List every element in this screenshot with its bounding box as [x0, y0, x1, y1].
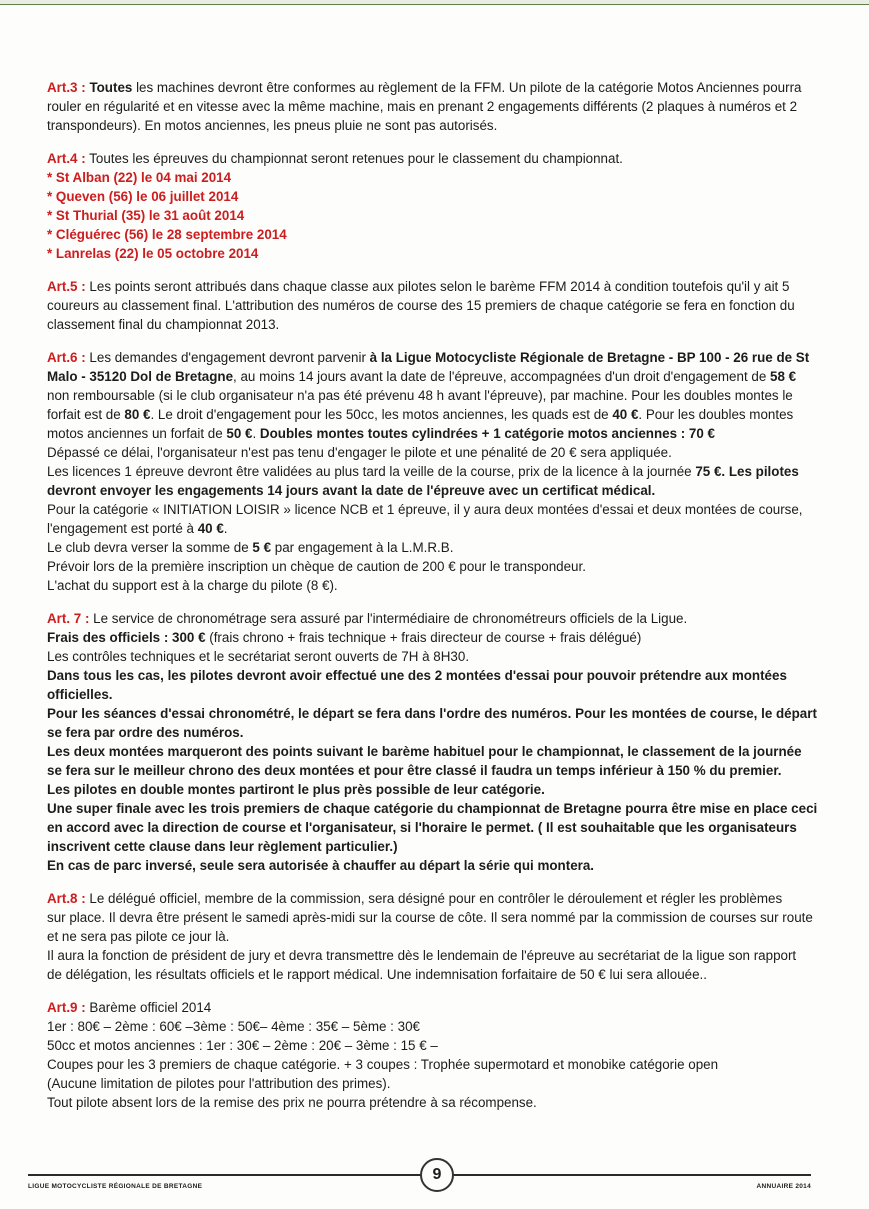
art8-line-5: de délégation, les résultats officiels et le rapport médical. Une indemnisation forfaitaire de 50 € lui sera allouée..	[47, 967, 707, 982]
art3-line-2: rouler en régularité et en vitesse avec la même machine, mais en prenant 2 engagements différents (2 plaques à numéros et 2	[47, 99, 798, 114]
page-footer	[28, 1158, 811, 1198]
art6-fee-5: 5 €	[252, 540, 272, 555]
art6-fee-50: 50 €	[226, 426, 253, 441]
art5-line-2: coureurs au classement final. L'attribution des numéros de course des 15 premiers de chaque catégorie se fera en fonction du	[47, 298, 795, 313]
art6-address-2: Malo - 35120 Dol de Bretagne	[47, 369, 234, 384]
art5-line-1	[47, 277, 817, 296]
article-7	[47, 609, 817, 875]
art9-label: Art.9 :	[47, 1000, 86, 1015]
footer-annuaire: ANNUAIRE 2014	[756, 1183, 811, 1190]
art9-line-5: Tout pilote absent lors de la remise des prix ne pourra prétendre à sa récompense.	[47, 1095, 537, 1110]
article-6	[47, 348, 817, 595]
art6-fee-initiation: 40 €	[197, 521, 224, 536]
top-edge-line	[0, 4, 869, 5]
art7-line-1	[47, 609, 817, 628]
art9-line-2: 50cc et motos anciennes : 1er : 30€ – 2ème : 20€ – 3ème : 15 € –	[47, 1038, 438, 1053]
art7-bold-9: en accord avec la direction de course et l'organisateur, si l'horaire le permet. ( Il est souhaitable que les organisateurs	[47, 820, 797, 835]
art6-certificat: devront envoyer les engagements 14 jours avant la date de l'épreuve avec un certificat médical.	[47, 483, 656, 498]
art6-line-1	[47, 348, 817, 367]
art6-line-8	[47, 481, 817, 500]
art5-label: Art.5 :	[47, 279, 86, 294]
art6-l4a: forfait est de	[47, 407, 125, 422]
art6-address-1: à la Ligue Motocycliste Régionale de Bretagne - BP 100 - 26 rue de St	[369, 350, 810, 365]
art6-line-13: L'achat du support est à la charge du pilote (8 €).	[47, 578, 338, 593]
art7-bold-11: En cas de parc inversé, seule sera autorisée à chauffer au départ la série qui montera.	[47, 858, 595, 873]
art6-double-montes: Doubles montes toutes cylindrées + 1 catégorie motos anciennes : 70 €	[259, 426, 715, 441]
art7-bold-4: se fera par ordre des numéros.	[47, 725, 244, 740]
event-queven: * Queven (56) le 06 juillet 2014	[47, 189, 239, 204]
event-cleguerec: * Cléguérec (56) le 28 septembre 2014	[47, 227, 287, 242]
art8-text-1: Le délégué officiel, membre de la commission, sera désigné pour en contrôler le déroulement et régler les problèmes	[85, 891, 783, 906]
art6-label: Art.6 :	[47, 350, 86, 365]
art6-line-4	[47, 405, 817, 424]
art6-line-2	[47, 367, 817, 386]
art6-l5c: .	[252, 426, 260, 441]
art9-line-3: Coupes pour les 3 premiers de chaque catégorie. + 3 coupes : Trophée supermotard et monobike catégorie open	[47, 1057, 719, 1072]
art7-bold-1: Dans tous les cas, les pilotes devront avoir effectué une des 2 montées d'essai pour pouvoir prétendre aux montées	[47, 668, 787, 683]
event-lanrelas: * Lanrelas (22) le 05 octobre 2014	[47, 246, 259, 261]
page-content	[47, 78, 817, 1126]
art6-line-6: Dépassé ce délai, l'organisateur n'est pas tenu d'engager le pilote et une pénalité de 20 € sera appliquée.	[47, 445, 672, 460]
art3-text-1: les machines devront être conformes au règlement de la FFM. Un pilote de la catégorie Motos Anciennes pourra	[132, 80, 802, 95]
art7-bold-5: Les deux montées marqueront des points suivant le barème habituel pour le championnat, le classement de la journée	[47, 744, 802, 759]
art6-l10a: l'engagement est porté à	[47, 521, 198, 536]
art6-line-3: non remboursable (si le club organisateur n'a pas été prévenu 48 h avant l'épreuve), par machine. Pour les doubles montes le	[47, 388, 793, 403]
art8-line-2: sur place. Il devra être présent le samedi après-midi sur la course de côte. Il sera nommé par la commission de courses sur route	[47, 910, 813, 925]
art9-intro-line	[47, 998, 817, 1017]
art7-bold-7: Les pilotes en double montes partiront le plus près possible de leur catégorie.	[47, 782, 545, 797]
art7-frais-officiels: Frais des officiels : 300 €	[47, 630, 206, 645]
article-9	[47, 998, 817, 1112]
art6-line-12: Prévoir lors de la première inscription un chèque de caution de 200 € pour le transpondeur.	[47, 559, 586, 574]
page-number: 9	[420, 1158, 454, 1192]
art7-line-2	[47, 628, 817, 647]
art7-bold-3: Pour les séances d'essai chronométré, le départ se fera dans l'ordre des numéros. Pour les montées de course, le départ	[47, 706, 817, 721]
art6-line-7	[47, 462, 817, 481]
art7-l2b: (frais chrono + frais technique + frais directeur de course + frais délégué)	[205, 630, 642, 645]
art6-l5a: motos anciennes un forfait de	[47, 426, 227, 441]
art4-intro-line	[47, 149, 817, 168]
art6-fee-75: 75 €. Les pilotes	[695, 464, 799, 479]
art5-text-1: Les points seront attribués dans chaque classe aux pilotes selon le barème FFM 2014 à condition toutefois qu'il y ait 5	[85, 279, 790, 294]
art8-line-4: Il aura la fonction de président de jury et devra transmettre dès le lendemain de l'épreuve au secrétariat de la ligue son rapport	[47, 948, 797, 963]
event-st-alban: * St Alban (22) le 04 mai 2014	[47, 170, 232, 185]
event-st-thurial: * St Thurial (35) le 31 août 2014	[47, 208, 245, 223]
art6-line-9: Pour la catégorie « INITIATION LOISIR » licence NCB et 1 épreuve, il y aura deux montées d'essai et deux montées de course,	[47, 502, 803, 517]
footer-organization: LIGUE MOTOCYCLISTE RÉGIONALE DE BRETAGNE	[28, 1183, 203, 1190]
art3-label: Art.3 :	[47, 80, 86, 95]
art6-line-10	[47, 519, 817, 538]
art7-bold-8: Une super finale avec les trois premiers de chaque catégorie du championnat de Bretagne pourra être mise en place ceci	[47, 801, 818, 816]
art7-bold-2: officielles.	[47, 687, 113, 702]
article-8	[47, 889, 817, 984]
art5-line-3: classement final du championnat 2013.	[47, 317, 280, 332]
art6-l4c: . Le droit d'engagement pour les 50cc, les motos anciennes, les quads est de	[150, 407, 613, 422]
art3-bold-word: Toutes	[89, 80, 133, 95]
art4-intro: Toutes les épreuves du championnat seront retenues pour le classement du championnat.	[85, 151, 623, 166]
article-4	[47, 149, 817, 263]
art6-l10c: .	[223, 521, 228, 536]
art9-intro: Barème officiel 2014	[85, 1000, 212, 1015]
art6-l11c: par engagement à la L.M.R.B.	[271, 540, 454, 555]
art7-line-3: Les contrôles techniques et le secrétariat seront ouverts de 7H à 8H30.	[47, 649, 470, 664]
art7-bold-10: inscrivent cette clause dans leur règlement particulier.)	[47, 839, 398, 854]
art4-label: Art.4 :	[47, 151, 86, 166]
art8-line-1	[47, 889, 817, 908]
art3-line-3: transpondeurs). En motos anciennes, les pneus pluie ne sont pas autorisés.	[47, 118, 498, 133]
art7-l1: Le service de chronométrage sera assuré par l'intermédiaire de chronométreurs officiels de la Ligue.	[89, 611, 688, 626]
art6-line-5	[47, 424, 817, 443]
art6-l11a: Le club devra verser la somme de	[47, 540, 253, 555]
article-5	[47, 277, 817, 334]
article-3	[47, 78, 817, 135]
art6-l2b: , au moins 14 jours avant la date de l'épreuve, accompagnées d'un droit d'engagement de	[233, 369, 770, 384]
art3-line-1	[47, 78, 817, 97]
art6-l4e: . Pour les doubles montes	[638, 407, 794, 422]
art6-l1a: Les demandes d'engagement devront parvenir	[85, 350, 370, 365]
art7-bold-6: se fera sur le meilleur chrono des deux montées et pour être classé il faudra un temps inférieur à 150 % du premier.	[47, 763, 782, 778]
art6-fee-40: 40 €	[612, 407, 639, 422]
art8-line-3: et ne sera pas pilote ce jour là.	[47, 929, 230, 944]
art9-line-1: 1er : 80€ – 2ème : 60€ –3ème : 50€– 4ème : 35€ – 5ème : 30€	[47, 1019, 420, 1034]
art9-line-4: (Aucune limitation de pilotes pour l'attribution des primes).	[47, 1076, 391, 1091]
art6-line-11	[47, 538, 817, 557]
art7-label: Art. 7 :	[47, 611, 90, 626]
art6-fee-58: 58 €	[770, 369, 797, 384]
art6-l7a: Les licences 1 épreuve devront être validées au plus tard la veille de la course, prix de la licence à la journée	[47, 464, 696, 479]
art8-label: Art.8 :	[47, 891, 86, 906]
art6-fee-80: 80 €	[124, 407, 151, 422]
